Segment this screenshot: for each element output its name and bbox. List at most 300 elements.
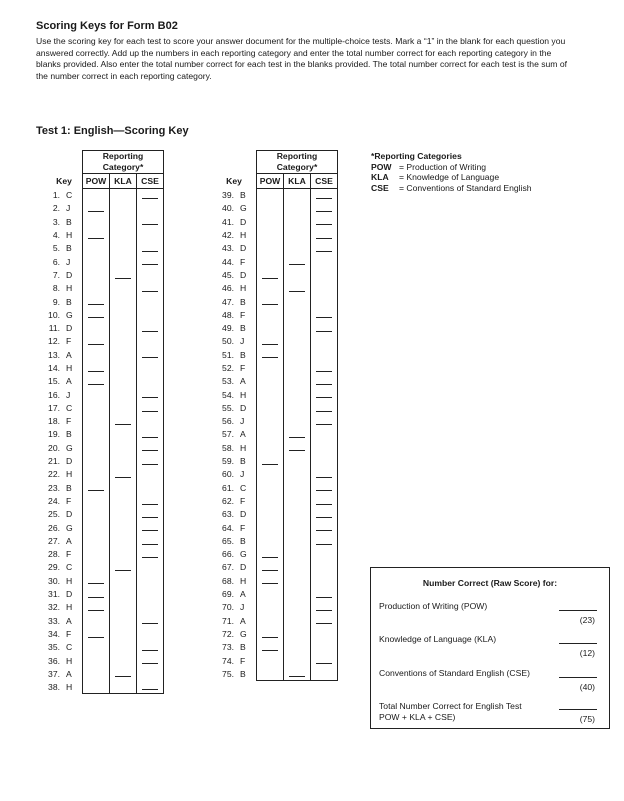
answer-blank[interactable] bbox=[142, 224, 158, 225]
answer-blank[interactable] bbox=[316, 504, 332, 505]
category-cell-cse bbox=[311, 388, 338, 401]
question-number: 20. bbox=[48, 442, 60, 453]
answer-blank[interactable] bbox=[88, 317, 104, 318]
category-cell-pow bbox=[257, 587, 284, 600]
answer-key: G bbox=[240, 549, 247, 560]
answer-key: F bbox=[66, 336, 72, 347]
answer-row bbox=[212, 468, 338, 481]
score-blank[interactable] bbox=[559, 709, 597, 710]
answer-key: A bbox=[240, 429, 246, 440]
category-cell-pow bbox=[83, 561, 110, 574]
answer-blank[interactable] bbox=[88, 344, 104, 345]
category-cell-kla bbox=[110, 521, 137, 534]
answer-blank[interactable] bbox=[88, 597, 104, 598]
category-cell-kla bbox=[284, 348, 311, 361]
answer-blank[interactable] bbox=[316, 530, 332, 531]
category-cell-cse bbox=[137, 614, 164, 627]
answer-blank[interactable] bbox=[316, 331, 332, 332]
answer-row bbox=[46, 268, 164, 281]
category-cell-cse bbox=[137, 428, 164, 441]
question-number: 25. bbox=[48, 509, 60, 520]
answer-key: H bbox=[240, 442, 247, 453]
answer-key: A bbox=[66, 615, 72, 626]
answer-key: B bbox=[240, 323, 246, 334]
question-number: 69. bbox=[222, 589, 234, 600]
reporting-categories-legend bbox=[371, 151, 532, 193]
answer-blank[interactable] bbox=[142, 663, 158, 664]
answer-blank[interactable] bbox=[88, 238, 104, 239]
answer-key: C bbox=[240, 482, 247, 493]
category-cell-pow bbox=[83, 548, 110, 561]
answer-row bbox=[212, 508, 338, 521]
answer-row bbox=[46, 361, 164, 374]
answer-row bbox=[212, 494, 338, 507]
answer-row bbox=[46, 282, 164, 295]
answer-key: A bbox=[66, 668, 72, 679]
answer-row bbox=[46, 574, 164, 587]
category-cell-cse bbox=[311, 534, 338, 547]
question-number: 23. bbox=[48, 482, 60, 493]
answer-blank[interactable] bbox=[316, 371, 332, 372]
answer-blank[interactable] bbox=[262, 570, 278, 571]
answer-blank[interactable] bbox=[115, 477, 131, 478]
category-cell-pow bbox=[83, 282, 110, 295]
answer-blank[interactable] bbox=[316, 490, 332, 491]
category-cell-pow bbox=[83, 295, 110, 308]
answer-blank[interactable] bbox=[316, 224, 332, 225]
answer-blank[interactable] bbox=[142, 198, 158, 199]
answer-row bbox=[46, 587, 164, 600]
category-cell-kla bbox=[284, 614, 311, 627]
answer-blank[interactable] bbox=[142, 251, 158, 252]
category-cell-kla bbox=[110, 361, 137, 374]
answer-key: B bbox=[66, 243, 72, 254]
answer-blank[interactable] bbox=[142, 689, 158, 690]
question-number: 70. bbox=[222, 602, 234, 613]
category-cell-kla bbox=[110, 268, 137, 281]
category-cell-pow bbox=[257, 321, 284, 334]
answer-key: D bbox=[240, 509, 247, 520]
answer-key: B bbox=[240, 296, 246, 307]
category-cell-kla bbox=[110, 548, 137, 561]
answer-key: H bbox=[66, 682, 73, 693]
answer-blank[interactable] bbox=[289, 676, 305, 677]
answer-blank[interactable] bbox=[289, 291, 305, 292]
category-cell-cse bbox=[137, 548, 164, 561]
answer-blank[interactable] bbox=[316, 597, 332, 598]
category-cell-cse bbox=[311, 415, 338, 428]
category-cell-cse bbox=[311, 189, 338, 202]
category-cell-pow bbox=[83, 481, 110, 494]
answer-key: B bbox=[66, 482, 72, 493]
question-number: 32. bbox=[48, 602, 60, 613]
answer-blank[interactable] bbox=[262, 637, 278, 638]
category-cell-kla bbox=[110, 189, 137, 202]
answer-blank[interactable] bbox=[142, 264, 158, 265]
question-number: 47. bbox=[222, 296, 234, 307]
answer-blank[interactable] bbox=[142, 530, 158, 531]
answer-key: B bbox=[240, 456, 246, 467]
category-cell-cse bbox=[137, 587, 164, 600]
category-cell-pow bbox=[257, 521, 284, 534]
question-number: 71. bbox=[222, 615, 234, 626]
answer-key: D bbox=[66, 323, 73, 334]
legend-item-kla bbox=[371, 172, 532, 183]
answer-key: B bbox=[66, 429, 72, 440]
category-cell-cse bbox=[311, 548, 338, 561]
question-number: 45. bbox=[222, 269, 234, 280]
answer-blank[interactable] bbox=[88, 490, 104, 491]
category-cell-pow bbox=[257, 348, 284, 361]
category-cell-pow bbox=[257, 361, 284, 374]
category-cell-cse bbox=[311, 375, 338, 388]
question-number: 40. bbox=[222, 203, 234, 214]
section-title: Test 1: English—Scoring Key bbox=[36, 125, 189, 137]
answer-blank[interactable] bbox=[142, 650, 158, 651]
answer-blank[interactable] bbox=[88, 211, 104, 212]
category-cell-kla bbox=[110, 508, 137, 521]
answer-blank[interactable] bbox=[115, 424, 131, 425]
category-cell-pow bbox=[257, 601, 284, 614]
category-cell-kla bbox=[110, 348, 137, 361]
answer-blank[interactable] bbox=[316, 610, 332, 611]
answer-key: D bbox=[240, 243, 247, 254]
answer-key: H bbox=[66, 602, 73, 613]
answer-blank[interactable] bbox=[316, 317, 332, 318]
category-cell-cse bbox=[137, 202, 164, 215]
answer-blank[interactable] bbox=[316, 477, 332, 478]
answer-blank[interactable] bbox=[115, 278, 131, 279]
answer-key: A bbox=[66, 535, 72, 546]
category-cell-kla bbox=[284, 295, 311, 308]
score-blank[interactable] bbox=[559, 643, 597, 644]
category-cell-kla bbox=[284, 308, 311, 321]
answer-key: F bbox=[240, 309, 246, 320]
answer-key: D bbox=[66, 456, 73, 467]
answer-blank[interactable] bbox=[262, 557, 278, 558]
question-number: 12. bbox=[48, 336, 60, 347]
question-number: 21. bbox=[48, 456, 60, 467]
answer-blank[interactable] bbox=[316, 544, 332, 545]
answer-blank[interactable] bbox=[316, 384, 332, 385]
question-number: 30. bbox=[48, 575, 60, 586]
answer-row bbox=[46, 667, 164, 680]
answer-blank[interactable] bbox=[142, 411, 158, 412]
answer-blank[interactable] bbox=[316, 198, 332, 199]
answer-blank[interactable] bbox=[316, 424, 332, 425]
answer-row bbox=[212, 587, 338, 600]
answer-key: D bbox=[66, 509, 73, 520]
answer-blank[interactable] bbox=[262, 304, 278, 305]
legend-text: = Production of Writing bbox=[399, 161, 487, 172]
category-cell-cse bbox=[137, 189, 164, 202]
category-cell-cse bbox=[311, 255, 338, 268]
answer-key: G bbox=[66, 442, 73, 453]
category-cell-kla bbox=[284, 228, 311, 241]
answer-blank[interactable] bbox=[316, 238, 332, 239]
category-cell-cse bbox=[311, 428, 338, 441]
answer-blank[interactable] bbox=[142, 397, 158, 398]
category-cell-pow bbox=[83, 534, 110, 547]
answer-row bbox=[46, 189, 164, 202]
answer-key: H bbox=[240, 575, 247, 586]
answer-blank[interactable] bbox=[316, 251, 332, 252]
answer-blank[interactable] bbox=[289, 264, 305, 265]
category-cell-pow bbox=[257, 189, 284, 202]
category-cell-pow bbox=[257, 202, 284, 215]
category-cell-pow bbox=[83, 680, 110, 693]
question-number: 6. bbox=[52, 256, 60, 267]
category-cell-pow bbox=[83, 428, 110, 441]
answer-blank[interactable] bbox=[316, 663, 332, 664]
answer-blank[interactable] bbox=[142, 450, 158, 451]
category-cell-kla bbox=[284, 428, 311, 441]
answer-row bbox=[46, 468, 164, 481]
category-cell-kla bbox=[110, 295, 137, 308]
category-cell-kla bbox=[110, 641, 137, 654]
legend-item-cse bbox=[371, 183, 532, 194]
answer-blank[interactable] bbox=[262, 650, 278, 651]
answer-blank[interactable] bbox=[262, 357, 278, 358]
answer-row bbox=[212, 202, 338, 215]
answer-key: H bbox=[66, 655, 73, 666]
category-cell-cse bbox=[137, 468, 164, 481]
category-cell-cse bbox=[311, 641, 338, 654]
category-cell-pow bbox=[83, 601, 110, 614]
question-number: 29. bbox=[48, 562, 60, 573]
category-cell-kla bbox=[284, 268, 311, 281]
answer-blank[interactable] bbox=[289, 437, 305, 438]
answer-blank[interactable] bbox=[262, 278, 278, 279]
answer-key: D bbox=[66, 589, 73, 600]
answer-key: J bbox=[66, 256, 71, 267]
category-cell-cse bbox=[137, 601, 164, 614]
category-cell-pow bbox=[83, 202, 110, 215]
answer-row bbox=[212, 268, 338, 281]
answer-blank[interactable] bbox=[142, 557, 158, 558]
category-cell-kla bbox=[110, 428, 137, 441]
question-number: 28. bbox=[48, 549, 60, 560]
question-number: 13. bbox=[48, 349, 60, 360]
scoring-key-table-right bbox=[212, 150, 338, 681]
answer-row bbox=[212, 534, 338, 547]
category-cell-kla bbox=[284, 375, 311, 388]
category-cell-kla bbox=[110, 375, 137, 388]
answer-blank[interactable] bbox=[142, 357, 158, 358]
question-number: 42. bbox=[222, 230, 234, 241]
answer-key: H bbox=[66, 363, 73, 373]
category-cell-pow bbox=[257, 534, 284, 547]
answer-row bbox=[46, 308, 164, 321]
question-number: 44. bbox=[222, 256, 234, 267]
legend-item-pow bbox=[371, 162, 532, 173]
category-cell-pow bbox=[257, 268, 284, 281]
score-blank[interactable] bbox=[559, 610, 597, 611]
category-cell-pow bbox=[83, 521, 110, 534]
category-cell-pow bbox=[257, 481, 284, 494]
answer-blank[interactable] bbox=[88, 304, 104, 305]
answer-blank[interactable] bbox=[289, 450, 305, 451]
answer-blank[interactable] bbox=[142, 623, 158, 624]
category-cell-pow bbox=[257, 308, 284, 321]
score-max: (12) bbox=[579, 648, 595, 658]
answer-row bbox=[46, 627, 164, 640]
category-cell-cse bbox=[311, 468, 338, 481]
category-cell-pow bbox=[257, 614, 284, 627]
category-cell-kla bbox=[110, 335, 137, 348]
answer-key: B bbox=[240, 642, 246, 653]
answer-blank[interactable] bbox=[142, 331, 158, 332]
answer-row bbox=[212, 548, 338, 561]
category-cell-kla bbox=[110, 561, 137, 574]
question-number: 8. bbox=[52, 283, 60, 294]
answer-blank[interactable] bbox=[316, 211, 332, 212]
category-cell-pow bbox=[83, 308, 110, 321]
answer-blank[interactable] bbox=[142, 291, 158, 292]
answer-row bbox=[46, 680, 164, 693]
score-max: (40) bbox=[579, 682, 595, 692]
answer-row bbox=[212, 627, 338, 640]
score-blank[interactable] bbox=[559, 677, 597, 678]
question-number: 56. bbox=[222, 416, 234, 427]
answer-key: H bbox=[240, 389, 247, 400]
answer-key: F bbox=[240, 655, 246, 666]
answer-row bbox=[46, 521, 164, 534]
category-cell-pow bbox=[257, 375, 284, 388]
answer-blank[interactable] bbox=[142, 437, 158, 438]
answer-blank[interactable] bbox=[88, 610, 104, 611]
question-number: 9. bbox=[52, 296, 60, 307]
category-cell-pow bbox=[257, 242, 284, 255]
category-cell-kla bbox=[284, 255, 311, 268]
answer-blank[interactable] bbox=[115, 570, 131, 571]
category-cell-pow bbox=[83, 321, 110, 334]
category-cell-pow bbox=[83, 388, 110, 401]
answer-row bbox=[212, 654, 338, 667]
category-cell-kla bbox=[284, 415, 311, 428]
answer-blank[interactable] bbox=[115, 676, 131, 677]
category-cell-kla bbox=[110, 587, 137, 600]
answer-key: F bbox=[66, 549, 72, 560]
category-cell-pow bbox=[257, 654, 284, 667]
answer-key: G bbox=[66, 522, 73, 533]
category-cell-cse bbox=[311, 268, 338, 281]
answer-row bbox=[46, 375, 164, 388]
category-cell-kla bbox=[284, 441, 311, 454]
answer-row bbox=[212, 308, 338, 321]
category-cell-cse bbox=[137, 415, 164, 428]
category-cell-cse bbox=[311, 481, 338, 494]
answer-blank[interactable] bbox=[262, 583, 278, 584]
answer-key: F bbox=[66, 495, 72, 506]
answer-row bbox=[212, 481, 338, 494]
reporting-category-header: Reporting Category* bbox=[257, 151, 338, 174]
question-number: 34. bbox=[48, 628, 60, 639]
answer-blank[interactable] bbox=[316, 397, 332, 398]
answer-row bbox=[212, 428, 338, 441]
answer-row bbox=[46, 441, 164, 454]
category-cell-kla bbox=[110, 401, 137, 414]
question-number: 57. bbox=[222, 429, 234, 440]
category-cell-pow bbox=[257, 561, 284, 574]
category-cell-pow bbox=[257, 415, 284, 428]
category-cell-kla bbox=[284, 627, 311, 640]
answer-row bbox=[212, 415, 338, 428]
answer-blank[interactable] bbox=[142, 504, 158, 505]
answer-blank[interactable] bbox=[88, 637, 104, 638]
answer-blank[interactable] bbox=[88, 384, 104, 385]
question-number: 5. bbox=[52, 243, 60, 254]
category-cell-kla bbox=[284, 654, 311, 667]
answer-row bbox=[212, 454, 338, 467]
category-cell-cse bbox=[137, 255, 164, 268]
answer-blank[interactable] bbox=[142, 517, 158, 518]
category-cell-kla bbox=[284, 468, 311, 481]
answer-blank[interactable] bbox=[262, 464, 278, 465]
answer-blank[interactable] bbox=[142, 544, 158, 545]
question-number: 61. bbox=[222, 482, 234, 493]
category-cell-pow bbox=[83, 401, 110, 414]
question-number: 51. bbox=[222, 349, 234, 360]
category-cell-cse bbox=[311, 282, 338, 295]
question-number: 50. bbox=[222, 336, 234, 347]
answer-key: B bbox=[66, 296, 72, 307]
category-cell-pow bbox=[83, 215, 110, 228]
question-number: 41. bbox=[222, 216, 234, 227]
category-cell-pow bbox=[257, 468, 284, 481]
score-label: Total Number Correct for English Test POW + KLA + CSE) bbox=[379, 701, 522, 722]
question-number: 19. bbox=[48, 429, 60, 440]
question-number: 24. bbox=[48, 495, 60, 506]
answer-row bbox=[46, 641, 164, 654]
answer-blank[interactable] bbox=[316, 623, 332, 624]
answer-blank[interactable] bbox=[88, 583, 104, 584]
category-cell-pow bbox=[83, 255, 110, 268]
question-number: 22. bbox=[48, 469, 60, 480]
answer-key: C bbox=[66, 190, 73, 201]
legend-text: = Conventions of Standard English bbox=[399, 182, 532, 193]
question-number: 48. bbox=[222, 309, 234, 320]
raw-score-box bbox=[370, 567, 610, 729]
answer-key: J bbox=[240, 416, 245, 427]
category-cell-cse bbox=[311, 561, 338, 574]
question-number: 3. bbox=[52, 216, 60, 227]
legend-abbr: POW bbox=[371, 161, 392, 172]
answer-blank[interactable] bbox=[88, 371, 104, 372]
category-cell-kla bbox=[284, 361, 311, 374]
category-cell-pow bbox=[83, 587, 110, 600]
category-cell-pow bbox=[257, 428, 284, 441]
answer-blank[interactable] bbox=[262, 344, 278, 345]
answer-row bbox=[46, 228, 164, 241]
answer-row bbox=[212, 521, 338, 534]
answer-key: F bbox=[66, 628, 72, 639]
answer-row bbox=[46, 428, 164, 441]
answer-row bbox=[212, 321, 338, 334]
category-cell-pow bbox=[83, 454, 110, 467]
question-number: 35. bbox=[48, 642, 60, 653]
category-cell-kla bbox=[284, 335, 311, 348]
answer-row bbox=[212, 388, 338, 401]
category-cell-kla bbox=[284, 202, 311, 215]
category-cell-kla bbox=[284, 508, 311, 521]
answer-blank[interactable] bbox=[316, 517, 332, 518]
pow-column-header: POW bbox=[257, 174, 284, 189]
answer-key: H bbox=[66, 230, 73, 241]
answer-blank[interactable] bbox=[142, 464, 158, 465]
category-cell-cse bbox=[311, 202, 338, 215]
answer-blank[interactable] bbox=[316, 411, 332, 412]
